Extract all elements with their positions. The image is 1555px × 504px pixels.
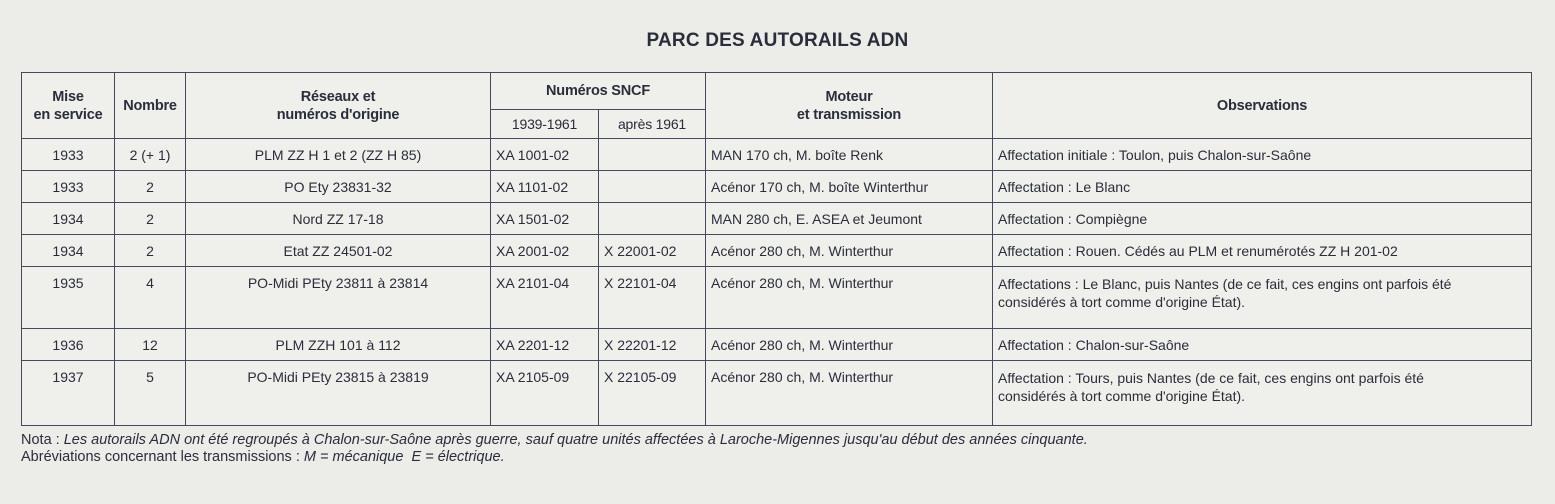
cell-moteur: Acénor 280 ch, M. Winterthur bbox=[706, 235, 993, 267]
header-reseaux-line1: Réseaux et bbox=[300, 88, 376, 105]
header-sncf-1939: 1939-1961 bbox=[491, 110, 599, 139]
cell-annee: 1934 bbox=[22, 235, 115, 267]
cell-nombre: 4 bbox=[115, 267, 186, 329]
cell-annee: 1933 bbox=[22, 171, 115, 203]
cell-sncf-apres bbox=[599, 203, 706, 235]
nota-line bbox=[21, 432, 1088, 449]
header-mise-en-service bbox=[22, 73, 115, 139]
autorails-table bbox=[21, 72, 1532, 426]
cell-moteur: MAN 280 ch, E. ASEA et Jeumont bbox=[706, 203, 993, 235]
table-row bbox=[22, 235, 1532, 267]
cell-reseau: PLM ZZ H 1 et 2 (ZZ H 85) bbox=[186, 139, 491, 171]
observation-line: considérés à tort comme d'origine État). bbox=[998, 388, 1246, 404]
page-title: PARC DES AUTORAILS ADN bbox=[646, 30, 909, 51]
cell-moteur: Acénor 280 ch, M. Winterthur bbox=[706, 267, 993, 329]
cell-sncf-apres bbox=[599, 171, 706, 203]
cell-nombre: 12 bbox=[115, 329, 186, 361]
cell-nombre: 2 bbox=[115, 171, 186, 203]
cell-nombre: 2 bbox=[115, 203, 186, 235]
table-row bbox=[22, 361, 1532, 426]
footnotes bbox=[21, 432, 1088, 466]
cell-annee: 1936 bbox=[22, 329, 115, 361]
cell-nombre: 2 (+ 1) bbox=[115, 139, 186, 171]
header-numeros-sncf: Numéros SNCF bbox=[491, 73, 706, 110]
cell-observations bbox=[993, 267, 1532, 329]
cell-sncf-1939: XA 1501-02 bbox=[491, 203, 599, 235]
cell-moteur: Acénor 280 ch, M. Winterthur bbox=[706, 329, 993, 361]
cell-sncf-1939: XA 1001-02 bbox=[491, 139, 599, 171]
cell-annee: 1937 bbox=[22, 361, 115, 426]
cell-sncf-1939: XA 1101-02 bbox=[491, 171, 599, 203]
cell-moteur: Acénor 280 ch, M. Winterthur bbox=[706, 361, 993, 426]
cell-reseau: PO Ety 23831-32 bbox=[186, 171, 491, 203]
cell-reseau: PO-Midi PEty 23815 à 23819 bbox=[186, 361, 491, 426]
cell-nombre: 2 bbox=[115, 235, 186, 267]
cell-annee: 1933 bbox=[22, 139, 115, 171]
observation-line: Affectation : Tours, puis Nantes (de ce fait, ces engins ont parfois été bbox=[998, 370, 1424, 386]
cell-sncf-apres: X 22201-12 bbox=[599, 329, 706, 361]
cell-sncf-1939: XA 2201-12 bbox=[491, 329, 599, 361]
cell-sncf-apres: X 22105-09 bbox=[599, 361, 706, 426]
abbreviations-label: Abréviations concernant les transmissions : bbox=[21, 449, 300, 465]
header-moteur bbox=[706, 73, 993, 139]
cell-observations: Affectation initiale : Toulon, puis Chalon-sur-Saône bbox=[993, 139, 1532, 171]
cell-sncf-apres: X 22001-02 bbox=[599, 235, 706, 267]
header-row bbox=[22, 73, 1532, 110]
header-mise-line2: en service bbox=[33, 106, 103, 123]
cell-observations: Affectation : Le Blanc bbox=[993, 171, 1532, 203]
cell-observations: Affectation : Compiègne bbox=[993, 203, 1532, 235]
table-row bbox=[22, 267, 1532, 329]
cell-sncf-1939: XA 2101-04 bbox=[491, 267, 599, 329]
table-row bbox=[22, 171, 1532, 203]
cell-reseau: Nord ZZ 17-18 bbox=[186, 203, 491, 235]
cell-reseau: PO-Midi PEty 23811 à 23814 bbox=[186, 267, 491, 329]
cell-nombre: 5 bbox=[115, 361, 186, 426]
nota-label: Nota : bbox=[21, 432, 60, 448]
observation-line: Affectations : Le Blanc, puis Nantes (de ce fait, ces engins ont parfois été bbox=[998, 276, 1452, 292]
table-row bbox=[22, 139, 1532, 171]
abbreviation-electrique: E = électrique. bbox=[411, 449, 505, 465]
table-row bbox=[22, 203, 1532, 235]
cell-sncf-1939: XA 2105-09 bbox=[491, 361, 599, 426]
header-observations: Observations bbox=[993, 73, 1532, 139]
cell-sncf-1939: XA 2001-02 bbox=[491, 235, 599, 267]
cell-sncf-apres: X 22101-04 bbox=[599, 267, 706, 329]
cell-observations: Affectation : Rouen. Cédés au PLM et renumérotés ZZ H 201-02 bbox=[993, 235, 1532, 267]
header-sncf-apres: après 1961 bbox=[599, 110, 706, 139]
header-mise-line1: Mise bbox=[52, 88, 84, 105]
cell-annee: 1934 bbox=[22, 203, 115, 235]
cell-annee: 1935 bbox=[22, 267, 115, 329]
header-reseaux bbox=[186, 73, 491, 139]
abbreviations-line bbox=[21, 449, 1088, 466]
cell-reseau: PLM ZZH 101 à 112 bbox=[186, 329, 491, 361]
header-nombre: Nombre bbox=[115, 73, 186, 139]
abbreviation-mecanique: M = mécanique bbox=[303, 449, 404, 465]
header-reseaux-line2: numéros d'origine bbox=[276, 106, 400, 123]
nota-text: Les autorails ADN ont été regroupés à Chalon-sur-Saône après guerre, sauf quatre unités affectées à Laroche-Migennes jusqu'au début des années cinquante. bbox=[63, 432, 1088, 448]
header-moteur-line1: Moteur bbox=[825, 88, 873, 105]
observation-line: considérés à tort comme d'origine État). bbox=[998, 294, 1246, 310]
cell-observations: Affectation : Chalon-sur-Saône bbox=[993, 329, 1532, 361]
header-moteur-line2: et transmission bbox=[796, 106, 902, 123]
table-row bbox=[22, 329, 1532, 361]
cell-reseau: Etat ZZ 24501-02 bbox=[186, 235, 491, 267]
cell-sncf-apres bbox=[599, 139, 706, 171]
cell-moteur: Acénor 170 ch, M. boîte Winterthur bbox=[706, 171, 993, 203]
cell-observations bbox=[993, 361, 1532, 426]
cell-moteur: MAN 170 ch, M. boîte Renk bbox=[706, 139, 993, 171]
